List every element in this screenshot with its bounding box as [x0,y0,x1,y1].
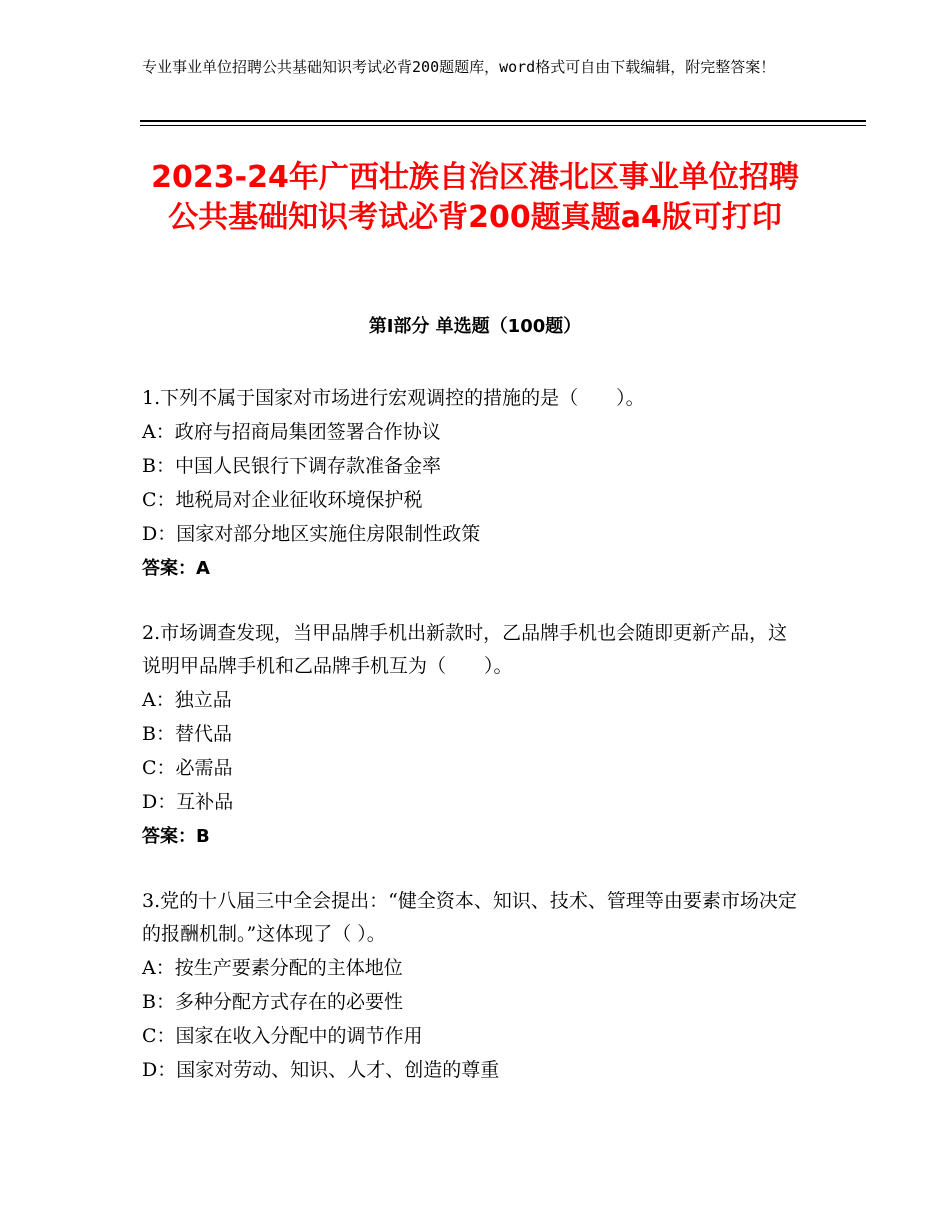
option-d: D：国家对劳动、知识、人才、创造的尊重 [142,1059,500,1081]
option-b: B：多种分配方式存在的必要性 [142,991,403,1013]
option-d: D：国家对部分地区实施住房限制性政策 [142,523,481,545]
question-stem: 1.下列不属于国家对市场进行宏观调控的措施的是（ ）。 [142,387,645,409]
option-d: D：互补品 [142,791,234,813]
question-list [142,382,802,1117]
option-a: A：独立品 [142,689,232,711]
header-note: 专业事业单位招聘公共基础知识考试必背200题题库，word格式可自由下载编辑，附完整答案！ [142,58,776,76]
question-1 [142,382,802,587]
question-stem: 3.党的十八届三中全会提出：“健全资本、知识、技术、管理等由要素市场决定的报酬机制。”这体现了（ ）。 [142,890,797,945]
option-c: C：国家在收入分配中的调节作用 [142,1025,423,1047]
question-2 [142,617,802,855]
header-rule-thick [140,120,866,122]
document-title: 2023-24年广西壮族自治区港北区事业单位招聘公共基础知识考试必背200题真题a4版可打印 [151,160,799,235]
option-b: B：替代品 [142,723,232,745]
answer: 答案：A [142,558,210,579]
answer: 答案：B [142,826,210,847]
option-b: B：中国人民银行下调存款准备金率 [142,455,441,477]
option-c: C：地税局对企业征收环境保护税 [142,489,423,511]
header-rule-thin [140,125,866,126]
option-a: A：按生产要素分配的主体地位 [142,957,403,979]
option-c: C：必需品 [142,757,233,779]
option-a: A：政府与招商局集团签署合作协议 [142,421,441,443]
question-3 [142,885,802,1087]
section-heading: 第Ⅰ部分 单选题（100题） [368,316,582,337]
question-stem: 2.市场调查发现，当甲品牌手机出新款时，乙品牌手机也会随即更新产品，这说明甲品牌手机和乙品牌手机互为（ ）。 [142,622,788,677]
